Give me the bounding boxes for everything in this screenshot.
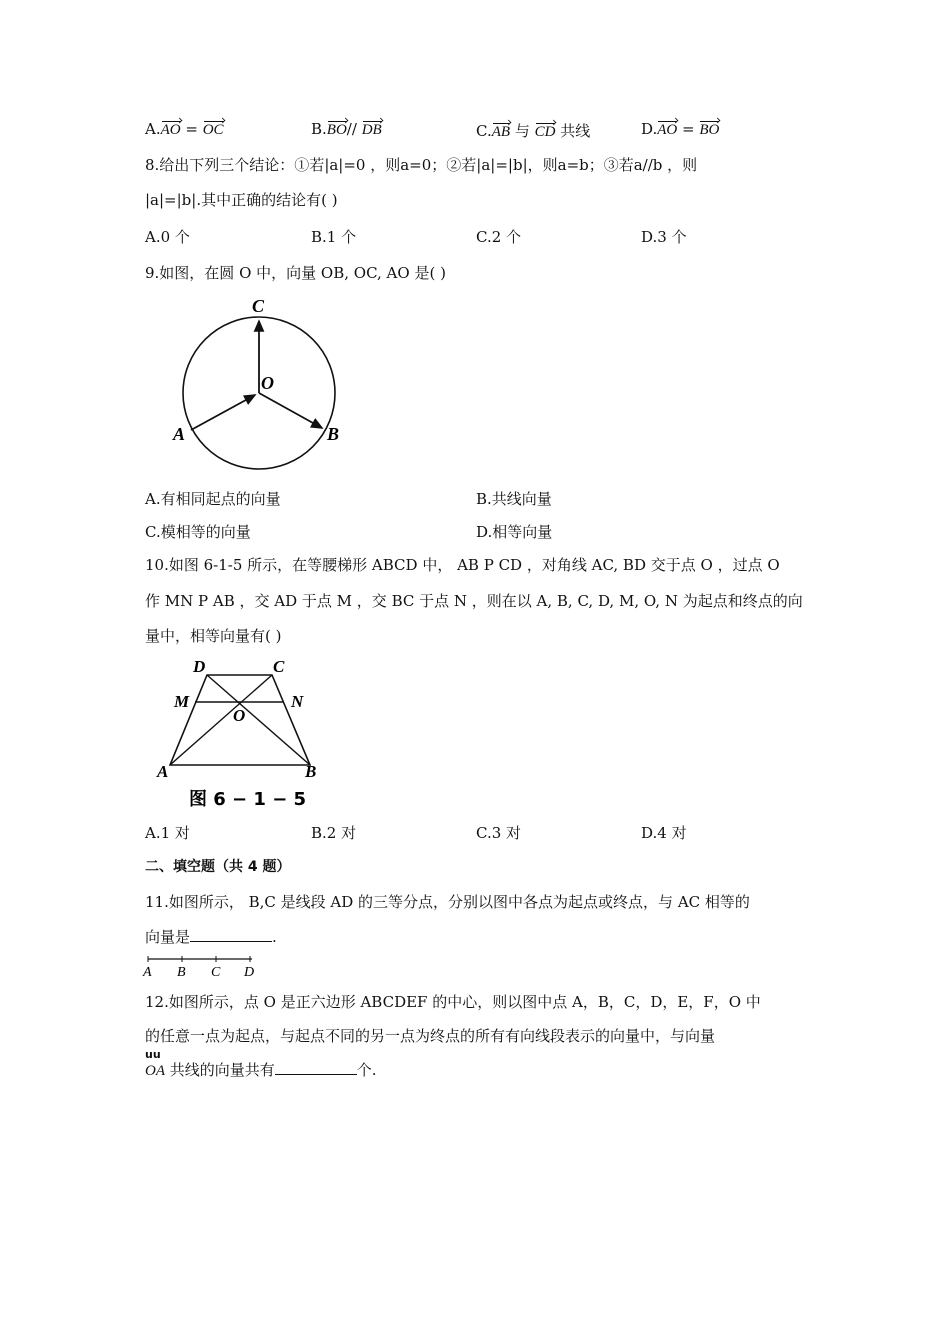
q11-text-after: . xyxy=(272,928,277,946)
q11-text-before: 向量是 xyxy=(145,928,191,946)
label-a: A xyxy=(143,965,152,980)
q10-option-a: A.1 对 xyxy=(145,824,190,842)
figure-caption: 图 6 − 1 − 5 xyxy=(189,789,307,810)
q12-stem-line1: 12.如图所示，点 O 是正六边形 ABCDEF 的中心，则以图中点 A，B，C，D，E，F，O 中 xyxy=(145,993,761,1011)
label-c: C xyxy=(211,965,221,980)
q9-option-a: A.有相同起点的向量 xyxy=(145,490,281,508)
label-d: D xyxy=(244,965,255,980)
q10-option-d: D.4 对 xyxy=(641,824,687,842)
label-a: A xyxy=(173,424,186,444)
q10-option-b: B.2 对 xyxy=(311,824,357,842)
q10-stem-line2: 作 MN P AB ，交 AD 于点 M ，交 BC 于点 N ，则在以 A, B, C, D, M, O, N 为起点和终点的向 xyxy=(145,592,803,610)
label-n: N xyxy=(291,692,304,711)
q8-stem-line2: |a|=|b|.其中正确的结论有( ) xyxy=(145,191,338,209)
q11-answer-blank[interactable] xyxy=(190,927,272,942)
q9-option-d: D.相等向量 xyxy=(476,523,553,541)
diagonal-bd xyxy=(207,675,310,765)
q8-option-c: C.2 个 xyxy=(476,228,522,246)
q10-stem-line1: 10.如图 6-1-5 所示，在等腰梯形 ABCD 中， AB P CD ，对角线 AC, BD 交于点 O ，过点 O xyxy=(145,556,780,574)
q8-option-b: B.1 个 xyxy=(311,228,357,246)
section-2-heading: 二、填空题（共 4 题） xyxy=(145,859,291,875)
q12-stem-line2: 的任意一点为起点，与起点不同的另一点为终点的所有有向线段表示的向量中，与向量 xyxy=(145,1027,716,1045)
q7-option-d: D.AO = BO xyxy=(641,120,720,138)
label-d: D xyxy=(193,657,206,676)
vector-ob xyxy=(259,393,322,428)
label-b: B xyxy=(305,762,317,781)
q12-text-before: 共线的向量共有 xyxy=(165,1061,275,1079)
q10-stem-line3: 量中，相等向量有( ) xyxy=(145,627,282,645)
q8-stem-line1: 8.给出下列三个结论：①若|a|=0 ，则a=0；②若|a|=|b|，则a=b；③若a//b ，则 xyxy=(145,156,698,174)
label-c: C xyxy=(273,657,285,676)
q12-vector-mark: uu xyxy=(145,1048,161,1061)
q9-stem: 9.如图，在圆 O 中，向量 OB, OC, AO 是( ) xyxy=(145,264,446,282)
q10-option-c: C.3 对 xyxy=(476,824,522,842)
vector-ao xyxy=(191,395,255,430)
label-b: B xyxy=(327,424,340,444)
q10-trapezoid-figure xyxy=(155,655,330,815)
label-o: O xyxy=(261,373,274,393)
q7-option-c: C.AB 与 CD 共线 xyxy=(476,122,591,140)
q8-option-a: A.0 个 xyxy=(145,228,190,246)
q8-option-d: D.3 个 xyxy=(641,228,687,246)
q11-segment-figure xyxy=(140,952,270,980)
q12-answer-blank[interactable] xyxy=(275,1060,357,1075)
q12-vector-oa: OA xyxy=(145,1063,165,1079)
q12-stem-line3 xyxy=(145,1059,377,1080)
q9-option-c: C.模相等的向量 xyxy=(145,523,251,541)
label-a: A xyxy=(157,762,169,781)
q9-option-b: B.共线向量 xyxy=(476,490,552,508)
diagonal-ac xyxy=(170,675,272,765)
q7-option-b: B.BO// DB xyxy=(311,120,382,138)
q11-stem-line2 xyxy=(145,926,277,947)
label-o: O xyxy=(233,706,246,725)
label-b: B xyxy=(177,965,186,980)
q11-stem-line1: 11.如图所示， B,C 是线段 AD 的三等分点，分别以图中各点为起点或终点，与 AC 相等的 xyxy=(145,893,750,911)
label-c: C xyxy=(252,296,265,316)
label-m: M xyxy=(174,692,190,711)
q7-option-a: A.AO = OC xyxy=(145,120,224,138)
q9-circle-figure xyxy=(165,290,350,470)
q12-text-after: 个. xyxy=(356,1061,377,1079)
